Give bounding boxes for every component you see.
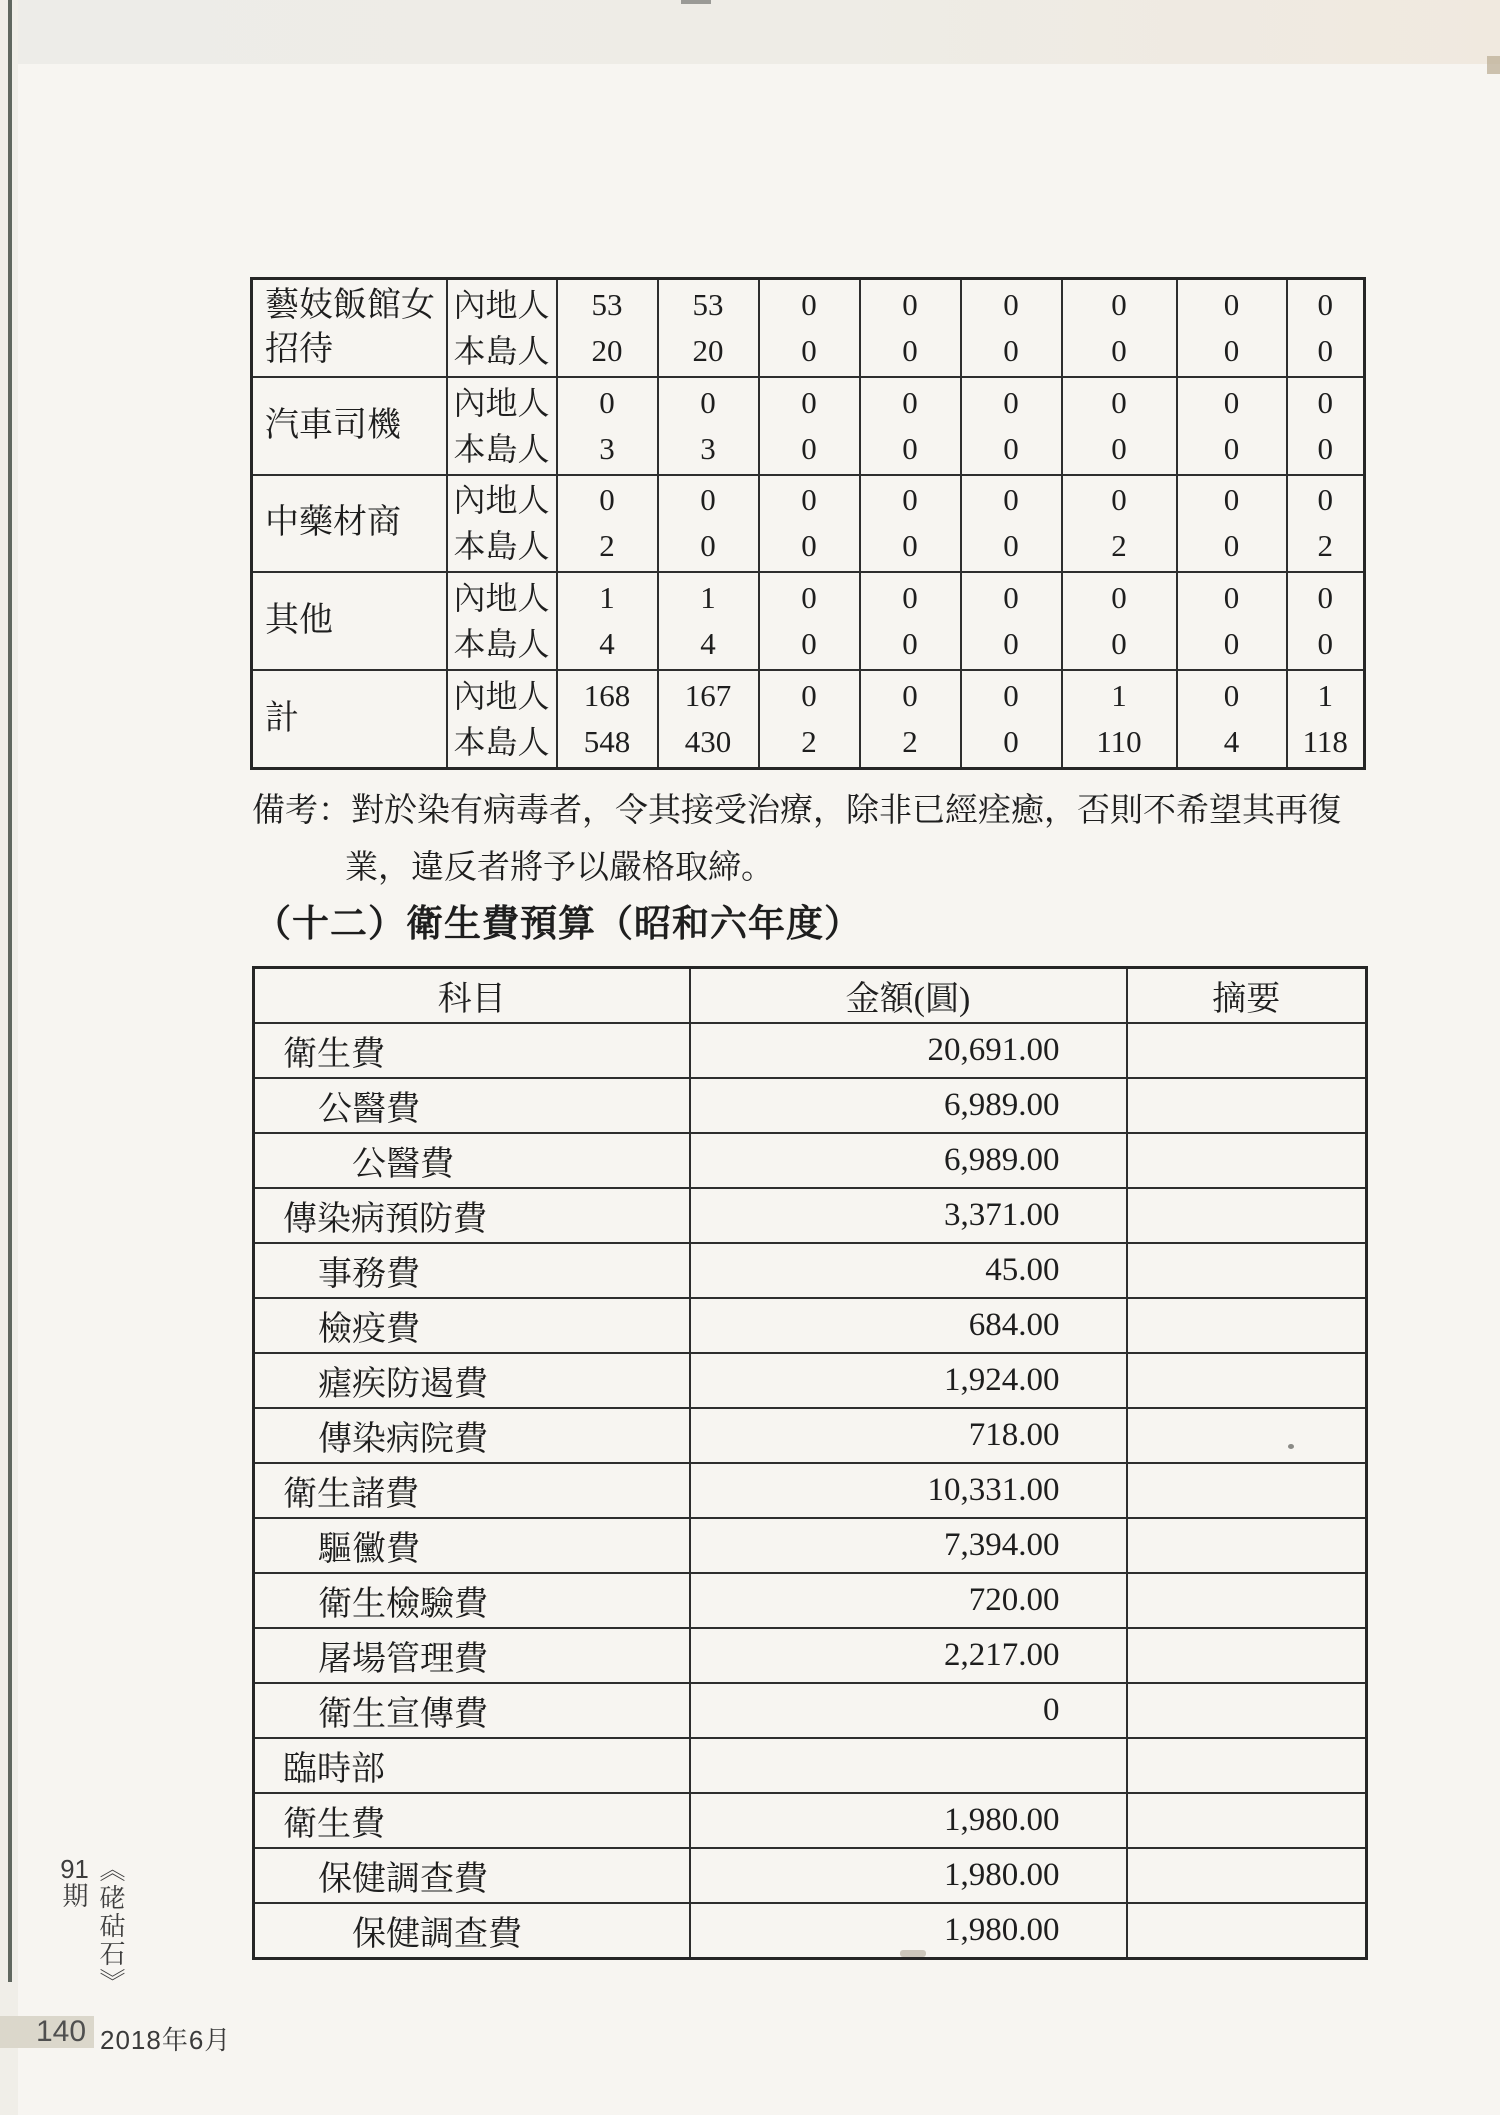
ethnic-label-cell (447, 475, 557, 573)
value-cell (961, 572, 1062, 670)
table-row (254, 1738, 1367, 1793)
value-cell (1287, 279, 1365, 377)
value-cell (658, 475, 759, 573)
budget-remark-cell (1127, 1078, 1367, 1133)
value-cell (658, 377, 759, 475)
value-cell (1062, 279, 1177, 377)
note-text (252, 783, 1377, 897)
table-row (254, 1848, 1367, 1903)
budget-remark-cell (1127, 1188, 1367, 1243)
value-cell (860, 279, 961, 377)
occupation-table-body (252, 279, 1365, 769)
value-cell (1287, 670, 1365, 768)
budget-amount-cell: 720.00 (690, 1573, 1127, 1628)
value: 0 (902, 482, 918, 518)
journal-title: 《硓𥑮石》 (96, 1856, 126, 1996)
value: 20 (692, 332, 724, 368)
value: 2 (801, 724, 817, 760)
value: 1 (1111, 678, 1127, 714)
ethnic-label: 本島人 (453, 626, 550, 663)
value-cell (961, 377, 1062, 475)
value: 4 (599, 626, 615, 662)
budget-item-cell: 衛生費 (254, 1023, 690, 1078)
value-cell (759, 279, 860, 377)
table-row (254, 1628, 1367, 1683)
value-cell (860, 572, 961, 670)
ethnic-label: 內地人 (453, 482, 550, 519)
value: 0 (599, 384, 615, 420)
table-row (254, 1353, 1367, 1408)
ethnic-label: 內地人 (453, 580, 550, 617)
value: 0 (1003, 384, 1019, 420)
value-cell (557, 670, 658, 768)
table-row (254, 1243, 1367, 1298)
value: 0 (801, 286, 817, 322)
occupation-table (250, 277, 1366, 770)
issue-date: 2018年6月 (100, 2025, 232, 2055)
value: 0 (1223, 384, 1240, 420)
value: 430 (684, 724, 732, 760)
budget-amount-cell: 1,924.00 (690, 1353, 1127, 1408)
value-cell (1177, 279, 1287, 377)
budget-item-cell: 臨時部 (254, 1738, 690, 1793)
value: 0 (902, 528, 918, 564)
ethnic-label-cell (447, 279, 557, 377)
value-cell (961, 279, 1062, 377)
value: 167 (684, 678, 732, 714)
budget-amount-cell: 1,980.00 (690, 1793, 1127, 1848)
value-cell (860, 670, 961, 768)
column-header: 摘要 (1127, 968, 1367, 1024)
scan-top-band (0, 0, 1500, 64)
budget-remark-cell (1127, 1298, 1367, 1353)
column-header: 金額(圓) (690, 968, 1127, 1024)
scan-page-edge-line (8, 0, 12, 1982)
value: 0 (1003, 724, 1019, 760)
value: 3 (700, 430, 716, 466)
budget-amount-cell: 1,980.00 (690, 1848, 1127, 1903)
table-row (254, 1023, 1367, 1078)
budget-item-cell: 屠場管理費 (254, 1628, 690, 1683)
ethnic-label: 本島人 (453, 332, 550, 369)
table-row (254, 1793, 1367, 1848)
value: 1 (700, 580, 716, 616)
budget-remark-cell (1127, 1463, 1367, 1518)
value: 53 (692, 286, 724, 322)
value-cell (658, 670, 759, 768)
budget-item-cell: 傳染病院費 (254, 1408, 690, 1463)
occupation-label-cell: 中藥材商 (252, 475, 447, 573)
budget-item-cell: 公醫費 (254, 1078, 690, 1133)
value-cell (759, 377, 860, 475)
ethnic-label: 內地人 (453, 678, 550, 715)
value: 0 (1223, 482, 1240, 518)
value: 4 (1223, 724, 1240, 760)
scan-artifact-top-right (1487, 56, 1500, 74)
table-row (254, 1573, 1367, 1628)
budget-remark-cell (1127, 1848, 1367, 1903)
budget-amount-cell: 7,394.00 (690, 1518, 1127, 1573)
value: 0 (801, 430, 817, 466)
value: 118 (1302, 724, 1348, 760)
value-cell (1177, 572, 1287, 670)
value-cell (557, 279, 658, 377)
ethnic-label: 本島人 (453, 430, 550, 467)
budget-remark-cell (1127, 1628, 1367, 1683)
value: 0 (1223, 286, 1240, 322)
value: 0 (1223, 580, 1240, 616)
value: 1 (599, 580, 615, 616)
budget-amount-cell: 6,989.00 (690, 1133, 1127, 1188)
budget-remark-cell (1127, 1573, 1367, 1628)
value-cell (557, 475, 658, 573)
value-cell (961, 670, 1062, 768)
table-row (252, 475, 1365, 573)
budget-item-cell: 驅黴費 (254, 1518, 690, 1573)
value: 0 (1111, 626, 1127, 662)
value: 110 (1096, 724, 1142, 760)
journal-title-vertical (56, 1856, 130, 2016)
table-row (254, 1408, 1367, 1463)
page-number: 140 (35, 2015, 87, 2048)
value: 0 (902, 626, 918, 662)
value: 0 (1111, 384, 1127, 420)
value-cell (1177, 670, 1287, 768)
value: 1 (1317, 678, 1333, 714)
budget-item-cell: 保健調查費 (254, 1848, 690, 1903)
value-cell (860, 377, 961, 475)
budget-amount-cell: 0 (690, 1683, 1127, 1738)
value: 0 (1317, 482, 1333, 518)
journal-issue-suffix: 期 (59, 1882, 89, 1910)
budget-item-cell: 公醫費 (254, 1133, 690, 1188)
budget-amount-cell: 2,217.00 (690, 1628, 1127, 1683)
occupation-label-cell: 汽車司機 (252, 377, 447, 475)
value: 2 (902, 724, 918, 760)
value-cell (759, 475, 860, 573)
value: 0 (902, 384, 918, 420)
budget-header-row (254, 968, 1367, 1024)
occupation-label-cell: 其他 (252, 572, 447, 670)
budget-item-cell: 衛生檢驗費 (254, 1573, 690, 1628)
table-row (254, 1683, 1367, 1738)
budget-item-cell: 事務費 (254, 1243, 690, 1298)
value: 0 (1003, 626, 1019, 662)
value-cell (1177, 377, 1287, 475)
value: 0 (801, 678, 817, 714)
budget-amount-cell: 684.00 (690, 1298, 1127, 1353)
value: 0 (700, 528, 716, 564)
value-cell (658, 572, 759, 670)
budget-amount-cell: 20,691.00 (690, 1023, 1127, 1078)
value: 0 (1223, 626, 1240, 662)
scan-artifact-top (681, 0, 711, 4)
value-cell (557, 572, 658, 670)
column-header: 科目 (254, 968, 690, 1024)
value: 548 (583, 724, 631, 760)
budget-amount-cell: 3,371.00 (690, 1188, 1127, 1243)
value: 0 (1111, 482, 1127, 518)
ethnic-label: 內地人 (453, 286, 550, 323)
ethnic-label-cell (447, 377, 557, 475)
value-cell (658, 279, 759, 377)
value: 0 (902, 580, 918, 616)
budget-amount-cell: 6,989.00 (690, 1078, 1127, 1133)
value: 0 (1223, 430, 1240, 466)
value: 2 (599, 528, 615, 564)
value: 20 (591, 332, 623, 368)
budget-remark-cell (1127, 1353, 1367, 1408)
ethnic-label: 內地人 (453, 384, 550, 421)
value-cell (759, 670, 860, 768)
table-row (254, 1463, 1367, 1518)
budget-remark-cell (1127, 1408, 1367, 1463)
value-cell (1287, 377, 1365, 475)
value-cell (961, 475, 1062, 573)
budget-remark-cell (1127, 1738, 1367, 1793)
budget-amount-cell: 718.00 (690, 1408, 1127, 1463)
table-row (254, 1133, 1367, 1188)
value: 0 (1223, 678, 1240, 714)
table-row (252, 572, 1365, 670)
value: 2 (1111, 528, 1127, 564)
value: 0 (700, 384, 716, 420)
value: 4 (700, 626, 716, 662)
value: 0 (801, 626, 817, 662)
budget-amount-cell: 10,331.00 (690, 1463, 1127, 1518)
budget-table-body (254, 1023, 1367, 1959)
occupation-label-cell: 計 (252, 670, 447, 768)
value: 0 (1003, 482, 1019, 518)
budget-remark-cell (1127, 1023, 1367, 1078)
section-heading: （十二）衛生費預算（昭和六年度） (254, 904, 862, 945)
value: 0 (801, 482, 817, 518)
value-cell (1287, 475, 1365, 573)
table-row (252, 279, 1365, 377)
value: 0 (902, 332, 918, 368)
table-row (254, 1518, 1367, 1573)
budget-item-cell: 傳染病預防費 (254, 1188, 690, 1243)
value: 0 (1003, 580, 1019, 616)
table-row (252, 377, 1365, 475)
value: 0 (902, 430, 918, 466)
value: 0 (1003, 528, 1019, 564)
value: 0 (1111, 580, 1127, 616)
note-line-2: 業，違反者將予以嚴格取締。 (345, 850, 774, 886)
budget-item-cell: 衛生費 (254, 1793, 690, 1848)
budget-amount-cell (690, 1738, 1127, 1793)
occupation-label-cell: 藝妓飯館女招待 (252, 279, 447, 377)
value: 0 (1317, 430, 1333, 466)
value: 0 (801, 332, 817, 368)
value-cell (1287, 572, 1365, 670)
value: 0 (902, 286, 918, 322)
budget-remark-cell (1127, 1243, 1367, 1298)
table-row (254, 1188, 1367, 1243)
value: 0 (1223, 528, 1240, 564)
ethnic-label: 本島人 (453, 724, 550, 761)
ethnic-label-cell (447, 572, 557, 670)
budget-item-cell: 瘧疾防遏費 (254, 1353, 690, 1408)
journal-issue-number: 91 (60, 1856, 89, 1882)
budget-item-cell: 檢疫費 (254, 1298, 690, 1353)
value: 0 (599, 482, 615, 518)
value: 0 (1003, 678, 1019, 714)
value: 0 (1223, 332, 1240, 368)
ethnic-label-cell (447, 670, 557, 768)
budget-remark-cell (1127, 1903, 1367, 1959)
value: 0 (902, 678, 918, 714)
value-cell (1177, 475, 1287, 573)
value: 0 (1317, 332, 1333, 368)
value: 0 (1317, 580, 1333, 616)
budget-table (252, 966, 1368, 1960)
value: 0 (1003, 286, 1019, 322)
budget-remark-cell (1127, 1683, 1367, 1738)
value: 0 (1317, 286, 1333, 322)
budget-item-cell: 保健調查費 (254, 1903, 690, 1959)
value-cell (1062, 670, 1177, 768)
value: 0 (801, 384, 817, 420)
budget-remark-cell (1127, 1133, 1367, 1188)
value: 168 (583, 678, 631, 714)
value: 2 (1317, 528, 1333, 564)
value-cell (557, 377, 658, 475)
value: 0 (1317, 626, 1333, 662)
budget-remark-cell (1127, 1518, 1367, 1573)
budget-item-cell: 衛生宣傳費 (254, 1683, 690, 1738)
table-row (254, 1903, 1367, 1959)
ethnic-label: 本島人 (453, 528, 550, 565)
value: 0 (1111, 430, 1127, 466)
value-cell (759, 572, 860, 670)
value-cell (860, 475, 961, 573)
budget-item-cell: 衛生諸費 (254, 1463, 690, 1518)
value: 0 (1003, 332, 1019, 368)
budget-remark-cell (1127, 1793, 1367, 1848)
table-row (254, 1078, 1367, 1133)
value-cell (1062, 475, 1177, 573)
value: 3 (599, 430, 615, 466)
value: 0 (1003, 430, 1019, 466)
table-row (254, 1298, 1367, 1353)
value: 0 (1111, 332, 1127, 368)
value: 0 (1317, 384, 1333, 420)
value: 0 (1111, 286, 1127, 322)
value: 53 (591, 286, 623, 322)
value: 0 (801, 528, 817, 564)
note-line-1: 備考：對於染有病毒者，令其接受治療，除非已經痊癒，否則不希望其再復 (252, 793, 1341, 829)
value-cell (1062, 572, 1177, 670)
value: 0 (801, 580, 817, 616)
table-row (252, 670, 1365, 768)
budget-amount-cell: 45.00 (690, 1243, 1127, 1298)
budget-amount-cell: 1,980.00 (690, 1903, 1127, 1959)
value-cell (1062, 377, 1177, 475)
value: 0 (700, 482, 716, 518)
